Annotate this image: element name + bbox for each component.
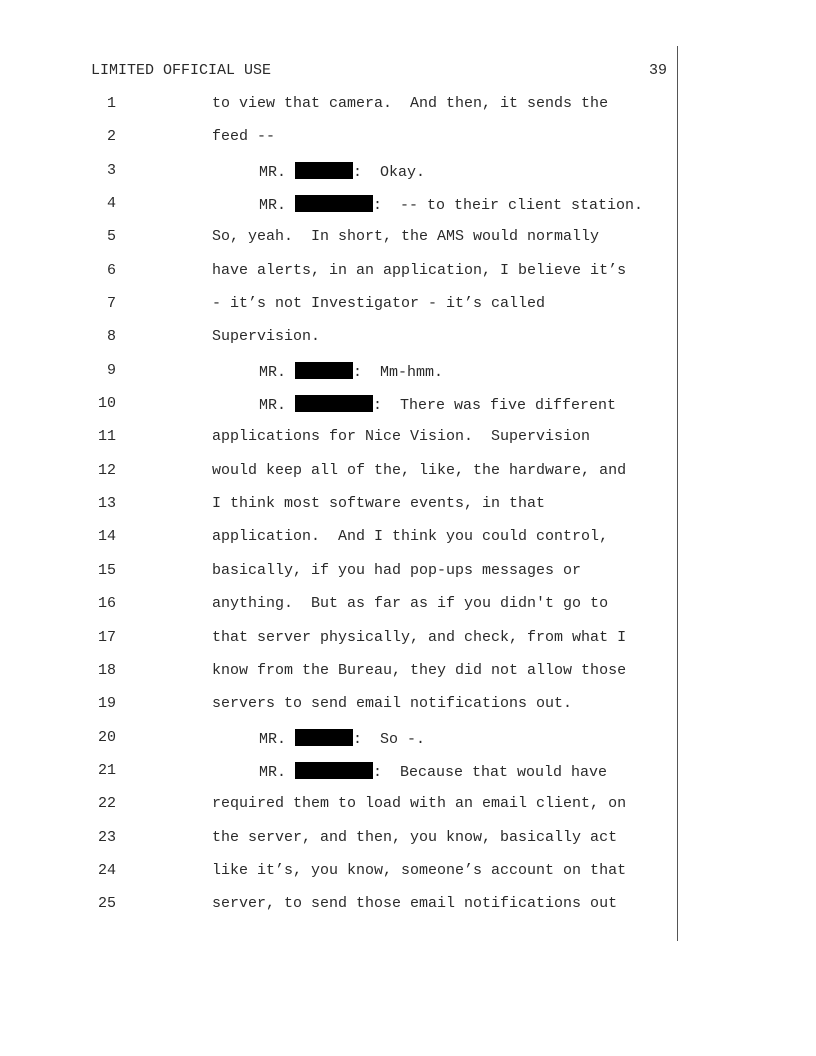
transcript-line	[0, 595, 816, 628]
redaction-box	[295, 729, 353, 746]
redaction-box	[295, 762, 373, 779]
line-number: 24	[97, 861, 116, 879]
transcript-line	[0, 428, 816, 461]
line-text: like it’s, you know, someone’s account on that	[212, 861, 627, 879]
transcript-line	[0, 729, 816, 762]
transcript-line	[0, 195, 816, 228]
speaker-text: : Mm-hmm.	[353, 363, 444, 381]
transcript-line	[0, 829, 816, 862]
line-number: 19	[97, 695, 116, 713]
transcript-line	[0, 95, 816, 128]
line-number: 18	[97, 661, 116, 679]
transcript-line	[0, 462, 816, 495]
line-text: servers to send email notifications out.	[212, 695, 573, 713]
transcript-line	[0, 395, 816, 428]
redaction-box	[295, 395, 373, 412]
speaker-line	[259, 162, 425, 181]
line-number: 5	[106, 228, 116, 246]
speaker-line	[259, 762, 607, 781]
speaker-prefix: MR.	[259, 730, 296, 748]
line-number: 21	[97, 761, 116, 779]
transcript-line	[0, 162, 816, 195]
page-header-classification: LIMITED OFFICIAL USE	[91, 62, 272, 79]
line-number: 16	[97, 595, 116, 613]
speaker-text: : Okay.	[353, 163, 426, 181]
speaker-line	[259, 729, 425, 748]
line-text: anything. But as far as if you didn't go to	[212, 595, 609, 613]
transcript-line	[0, 495, 816, 528]
speaker-line	[259, 362, 443, 381]
line-text: the server, and then, you know, basically act	[212, 828, 618, 846]
transcript-line	[0, 762, 816, 795]
line-number: 14	[97, 528, 116, 546]
line-number: 25	[97, 895, 116, 913]
line-text: have alerts, in an application, I believe it’s	[212, 261, 627, 279]
line-text: required them to load with an email client, on	[212, 795, 627, 813]
transcript-line	[0, 562, 816, 595]
line-number: 10	[97, 395, 116, 413]
line-text: - it’s not Investigator - it’s called	[212, 295, 546, 313]
line-number: 9	[106, 361, 116, 379]
speaker-prefix: MR.	[259, 363, 296, 381]
line-text: Supervision.	[212, 328, 321, 346]
line-number: 1	[106, 95, 116, 112]
transcript-line	[0, 695, 816, 728]
speaker-text: : -- to their client station.	[373, 197, 644, 215]
transcript-line	[0, 328, 816, 361]
speaker-text: : There was five different	[373, 397, 617, 415]
line-text: So, yeah. In short, the AMS would normally	[212, 228, 600, 246]
transcript-line	[0, 662, 816, 695]
transcript-line	[0, 862, 816, 895]
transcript-line	[0, 795, 816, 828]
transcript-line	[0, 128, 816, 161]
transcript-body	[0, 95, 816, 929]
speaker-prefix: MR.	[259, 763, 296, 781]
line-number: 3	[106, 161, 116, 179]
speaker-prefix: MR.	[259, 197, 296, 215]
line-number: 11	[97, 428, 116, 446]
line-number: 2	[106, 128, 116, 146]
redaction-box	[295, 162, 353, 179]
line-text: applications for Nice Vision. Supervision	[212, 428, 591, 446]
speaker-line	[259, 395, 616, 414]
line-number: 20	[97, 728, 116, 746]
line-number: 23	[97, 828, 116, 846]
line-number: 4	[106, 195, 116, 213]
speaker-line	[259, 195, 643, 214]
line-number: 6	[106, 261, 116, 279]
line-number: 15	[97, 561, 116, 579]
transcript-line	[0, 262, 816, 295]
line-number: 7	[106, 295, 116, 313]
line-text: feed --	[212, 128, 276, 146]
transcript-line	[0, 362, 816, 395]
line-text: application. And I think you could control,	[212, 528, 609, 546]
speaker-text: : So -.	[353, 730, 426, 748]
line-number: 17	[97, 628, 116, 646]
line-text: know from the Bureau, they did not allow those	[212, 661, 627, 679]
transcript-line	[0, 895, 816, 928]
line-text: that server physically, and check, from what I	[212, 628, 627, 646]
speaker-text: : Because that would have	[373, 763, 608, 781]
speaker-prefix: MR.	[259, 163, 296, 181]
line-number: 22	[97, 795, 116, 813]
line-number: 13	[97, 495, 116, 513]
redaction-box	[295, 362, 353, 379]
line-text: to view that camera. And then, it sends the	[212, 95, 609, 112]
redaction-box	[295, 195, 373, 212]
line-number: 8	[106, 328, 116, 346]
line-text: server, to send those email notifications out	[212, 895, 618, 913]
line-text: would keep all of the, like, the hardware, and	[212, 461, 627, 479]
speaker-prefix: MR.	[259, 397, 296, 415]
transcript-line	[0, 228, 816, 261]
transcript-line	[0, 629, 816, 662]
line-text: basically, if you had pop-ups messages or	[212, 561, 582, 579]
line-text: I think most software events, in that	[212, 495, 546, 513]
transcript-line	[0, 295, 816, 328]
transcript-line	[0, 528, 816, 561]
line-number: 12	[97, 461, 116, 479]
page-number: 39	[649, 62, 668, 79]
